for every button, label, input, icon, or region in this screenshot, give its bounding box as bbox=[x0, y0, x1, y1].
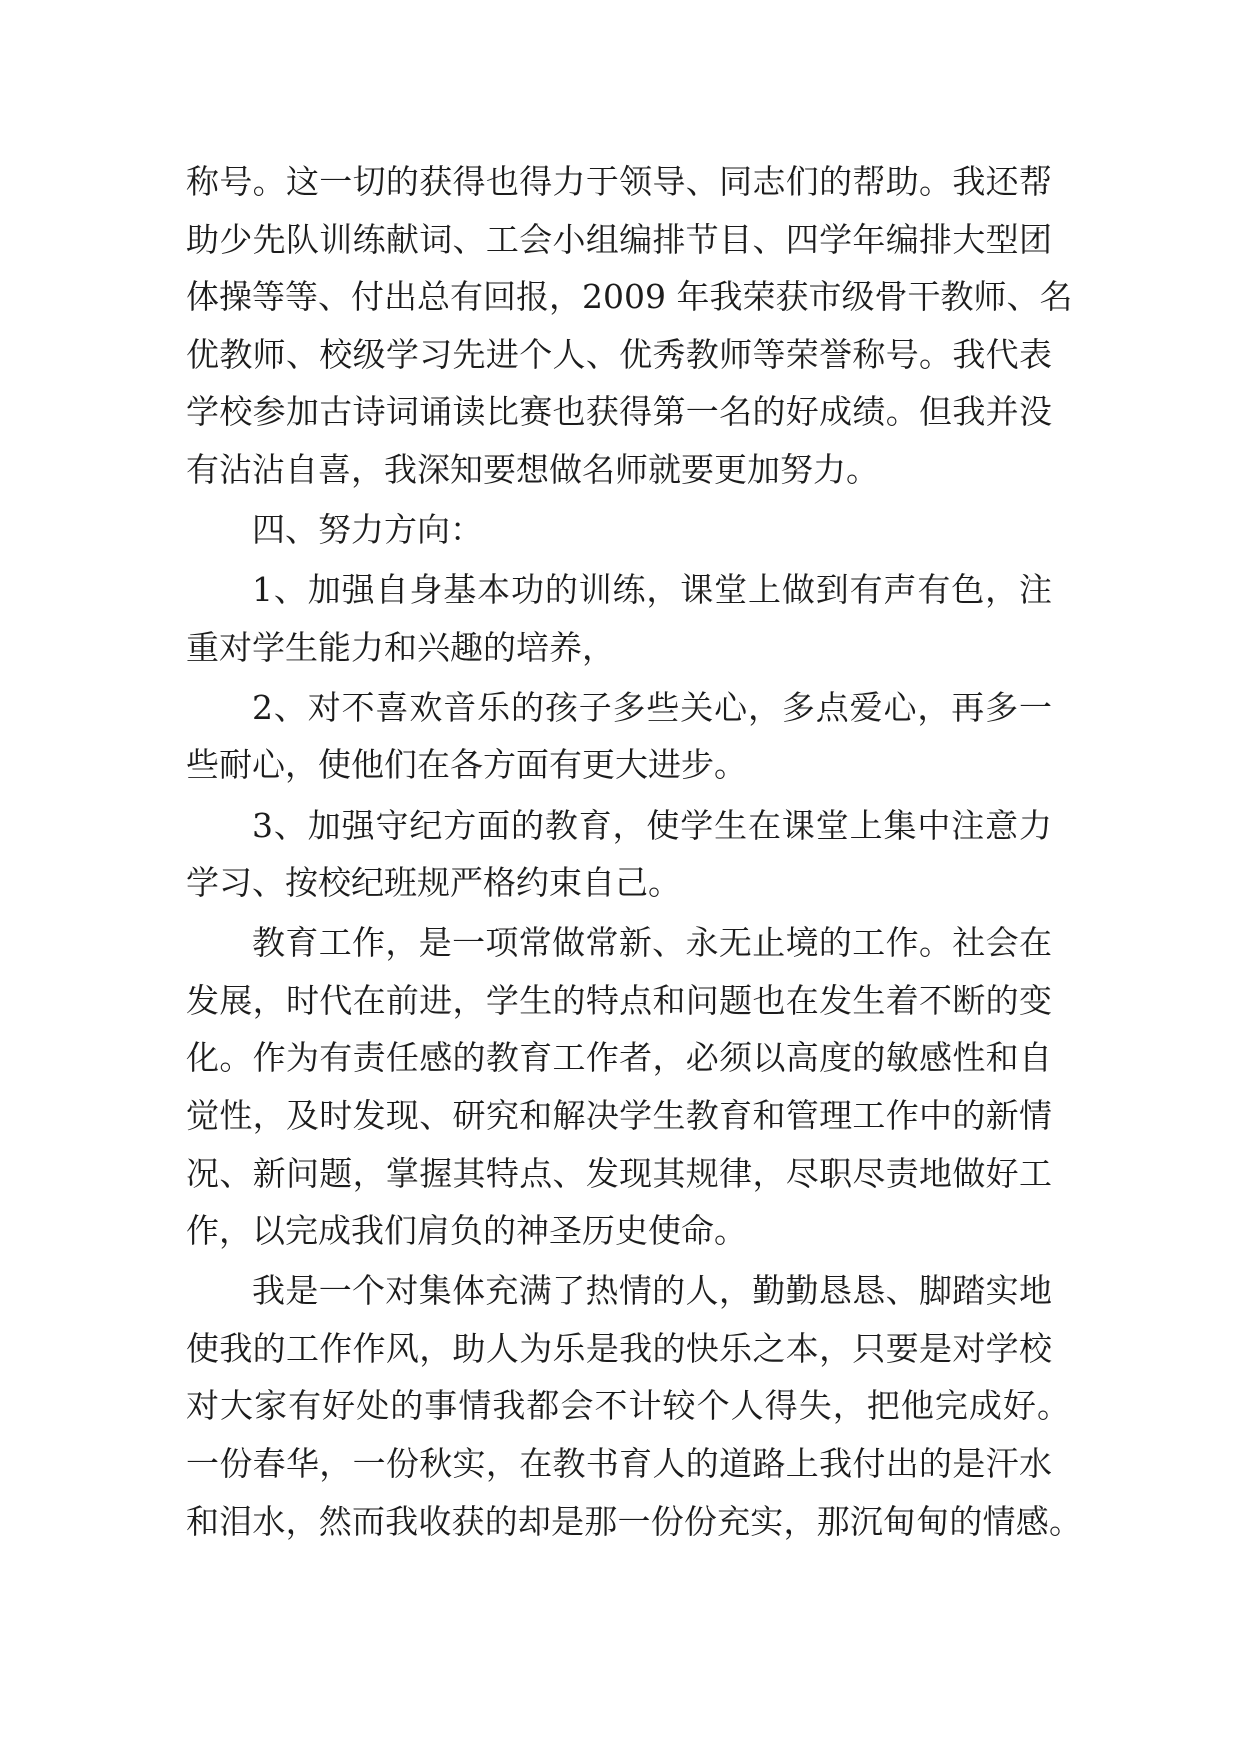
text-line: 称号。这一切的获得也得力于领导、同志们的帮助。我还帮 bbox=[186, 162, 1052, 201]
text-line: 优教师、校级学习先进个人、优秀教师等荣誉称号。我代表 bbox=[186, 334, 1052, 374]
text-line: 我是一个对集体充满了热情的人，勤勤恳恳、脚踏实地 bbox=[252, 1271, 1052, 1311]
text-line: 重对学生能力和兴趣的培养， bbox=[186, 627, 615, 667]
document-body bbox=[186, 153, 1082, 1550]
section-heading bbox=[186, 501, 1052, 559]
text-line: 助少先队训练献词、工会小组编排节目、四学年编排大型团 bbox=[186, 219, 1052, 259]
text-line: 1、加强自身基本功的训练，课堂上做到有声有色，注 bbox=[252, 570, 1052, 610]
text-line: 觉性，及时发现、研究和解决学生教育和管理工作中的新情 bbox=[186, 1096, 1052, 1135]
text-line: 使我的工作作风，助人为乐是我的快乐之本，只要是对学校 bbox=[186, 1328, 1052, 1368]
text-line: 化。作为有责任感的教育工作者，必须以高度的敏感性和自 bbox=[186, 1038, 1052, 1078]
text-line: 3、加强守纪方面的教育，使学生在课堂上集中注意力 bbox=[252, 805, 1052, 845]
text-line: 对大家有好处的事情我都会不计较个人得失，把他完成好。 bbox=[186, 1386, 1070, 1426]
text-line: 2、对不喜欢音乐的孩子多些关心，多点爱心，再多一 bbox=[252, 687, 1052, 727]
paragraph-continuation bbox=[186, 153, 1073, 499]
list-item bbox=[186, 679, 1052, 794]
text-line: 和泪水，然而我收获的却是那一份份充实，那沉甸甸的情感。 bbox=[186, 1501, 1082, 1541]
text-line: 学校参加古诗词诵读比赛也获得第一名的好成绩。但我并没 bbox=[186, 392, 1052, 432]
text-line: 发展，时代在前进，学生的特点和问题也在发生着不断的变 bbox=[186, 980, 1052, 1020]
list-item bbox=[186, 797, 1052, 912]
text-line: 况、新问题，掌握其特点、发现其规律，尽职尽责地做好工 bbox=[186, 1153, 1052, 1193]
text-line: 体操等等、付出总有回报，2009 年我荣获市级骨干教师、名 bbox=[186, 277, 1073, 317]
section-heading-text: 四、努力方向： bbox=[252, 510, 483, 550]
paragraph bbox=[186, 1262, 1082, 1550]
text-line: 学习、按校纪班规严格约束自己。 bbox=[186, 863, 681, 903]
list-item bbox=[186, 561, 1052, 676]
paragraph bbox=[186, 914, 1052, 1260]
text-line: 作，以完成我们肩负的神圣历史使命。 bbox=[186, 1211, 747, 1251]
text-line: 一份春华，一份秋实，在教书育人的道路上我付出的是汗水 bbox=[186, 1444, 1052, 1484]
text-line: 有沾沾自喜，我深知要想做名师就要更加努力。 bbox=[186, 449, 879, 489]
text-line: 教育工作，是一项常做常新、永无止境的工作。社会在 bbox=[252, 923, 1052, 963]
text-line: 些耐心，使他们在各方面有更大进步。 bbox=[186, 745, 747, 785]
